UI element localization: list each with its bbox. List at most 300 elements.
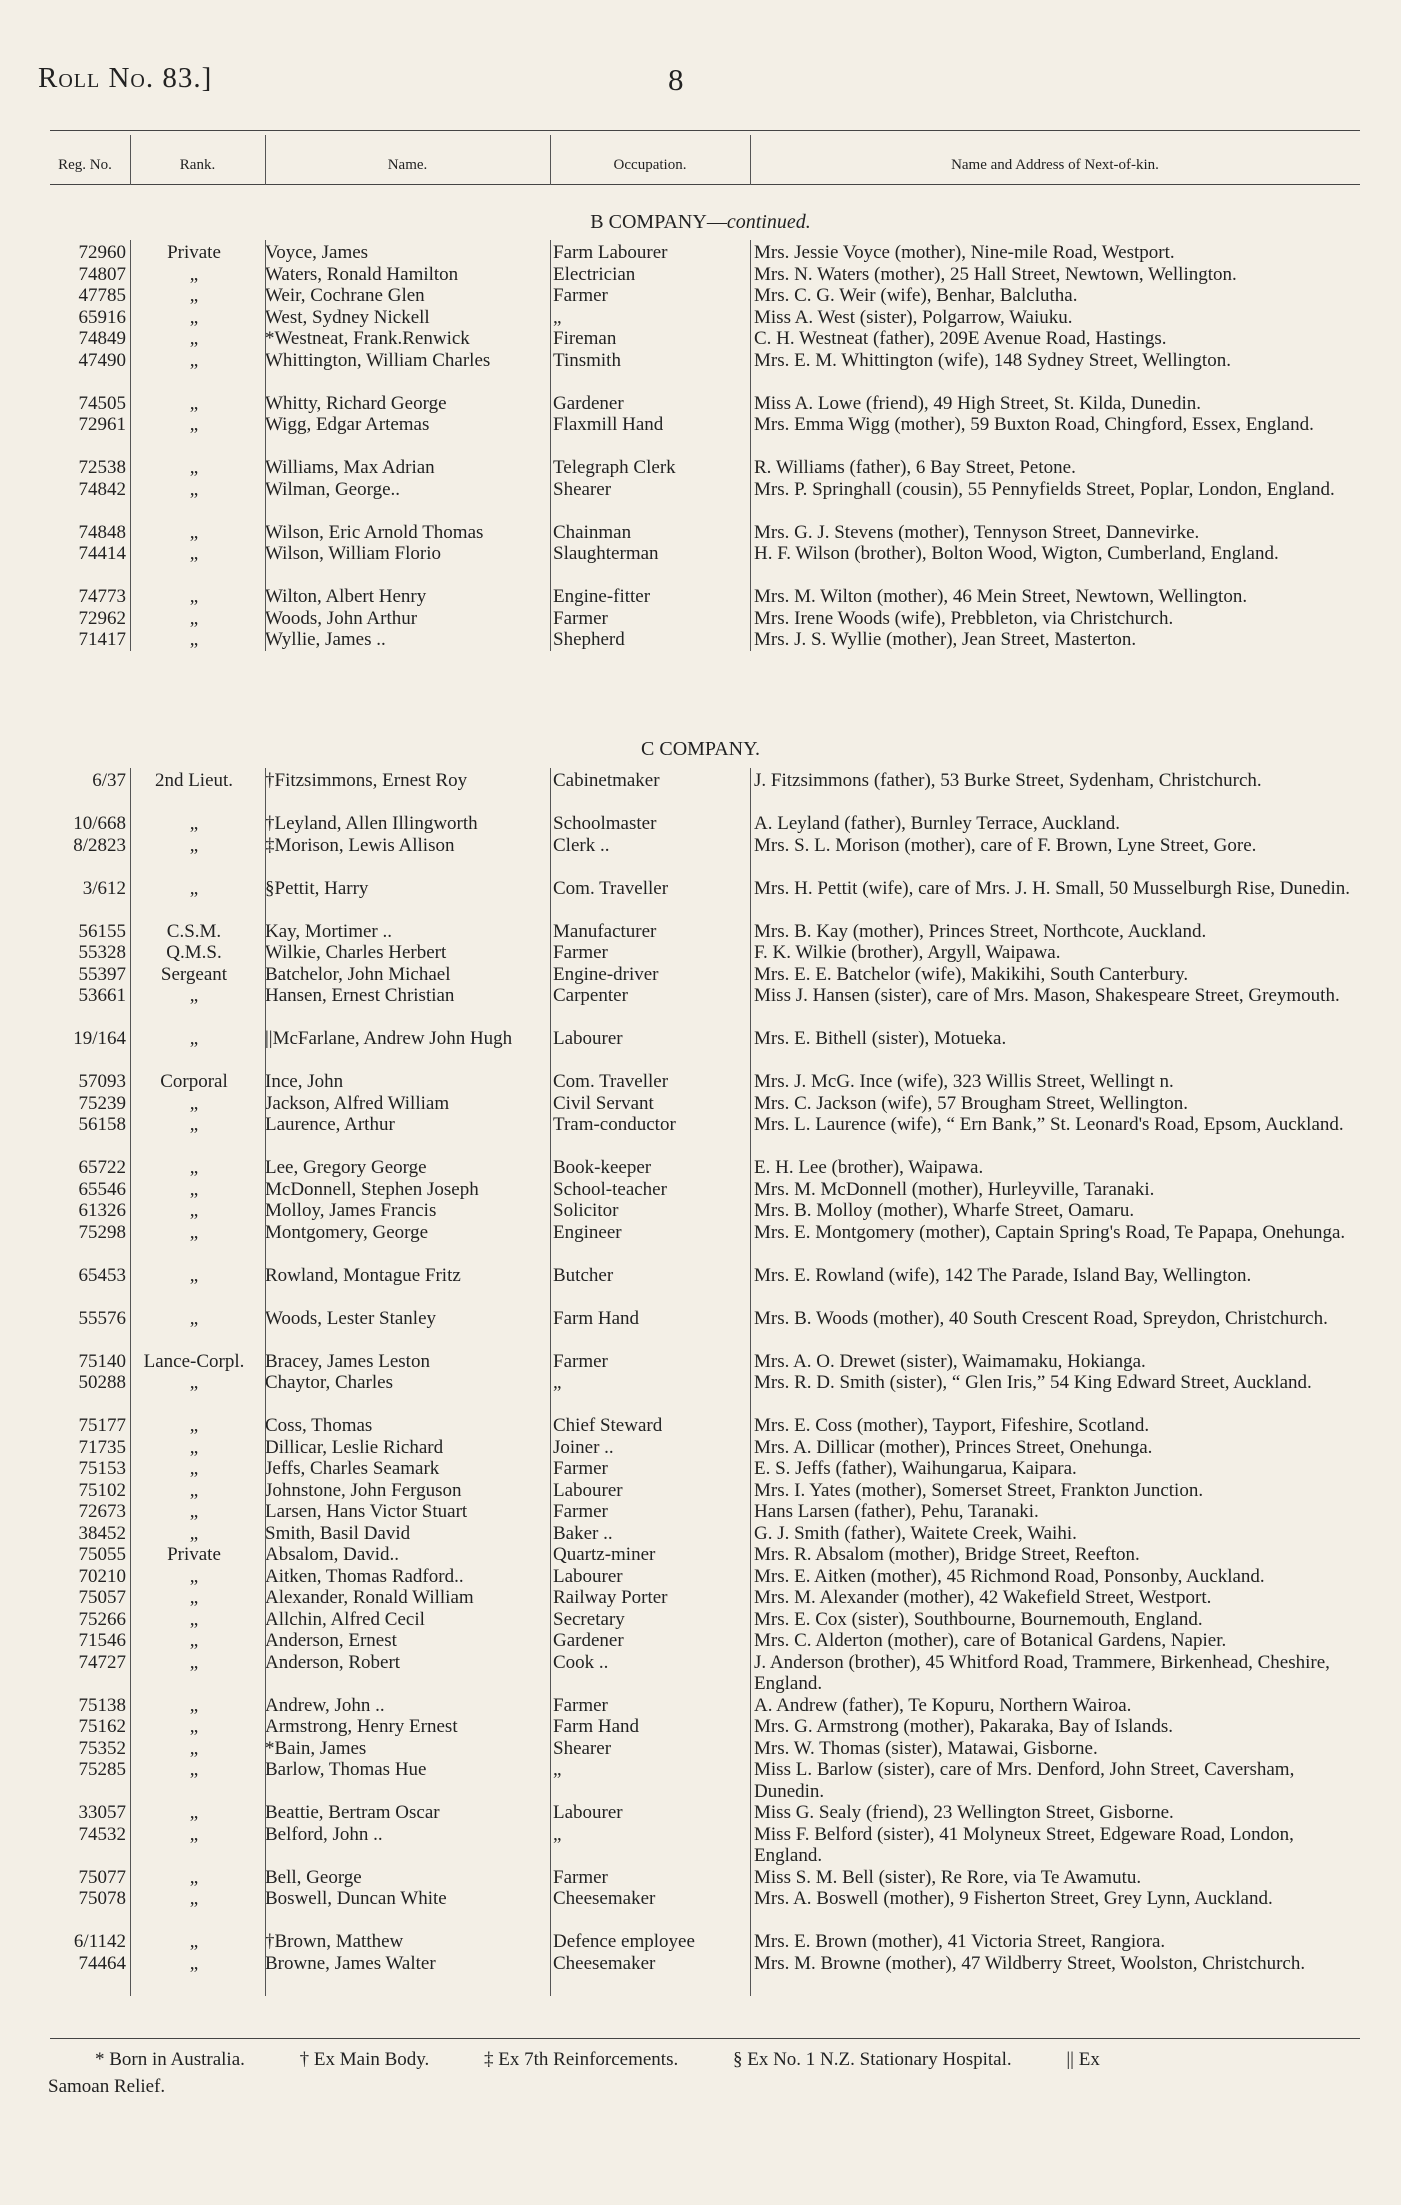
occupation: Farmer: [553, 607, 608, 629]
soldier-name: †Brown, Matthew: [265, 1931, 404, 1952]
rank: „: [189, 1092, 199, 1114]
occupation: Railway Porter: [553, 1587, 668, 1608]
next-of-kin: J. Anderson (brother), 45 Whitford Road, Trammere, Birkenhead, Cheshire, England.: [754, 1651, 1330, 1694]
occupation: Farm Labourer: [553, 242, 668, 263]
soldier-name: Wilkie, Charles Herbert: [265, 942, 447, 963]
occupation: „: [553, 306, 562, 328]
reg-number: 75162: [78, 1716, 126, 1737]
rank: „: [189, 1458, 199, 1479]
next-of-kin: Mrs. Emma Wigg (mother), 59 Buxton Road, Chingford, Essex, England.: [754, 414, 1314, 435]
soldier-name: Wigg, Edgar Artemas: [265, 414, 430, 435]
reg-number: 75266: [78, 1608, 126, 1630]
reg-number: 55397: [78, 963, 126, 985]
soldier-name: Bracey, James Leston: [265, 1350, 430, 1372]
soldier-name: Chaytor, Charles: [265, 1372, 393, 1393]
reg-number: 71546: [78, 1630, 126, 1651]
rank: „: [189, 521, 199, 543]
occupation: Joiner ..: [553, 1436, 614, 1458]
rank: „: [189, 629, 199, 650]
top-rule: [50, 130, 1360, 131]
occupation: Farmer: [553, 1458, 608, 1479]
section-b-title: [0, 211, 1401, 234]
occupation: Com. Traveller: [553, 877, 669, 899]
col-reg: Reg. No.: [58, 157, 112, 173]
occupation: Tram-conductor: [553, 1114, 676, 1135]
soldier-name: Belford, John ..: [265, 1823, 383, 1845]
next-of-kin: J. Fitzsimmons (father), 53 Burke Street, Sydenham, Christchurch.: [754, 770, 1262, 791]
soldier-name: †Leyland, Allen Illingworth: [265, 813, 478, 834]
reg-number: 56155: [78, 920, 126, 942]
next-of-kin: Mrs. A. O. Drewet (sister), Waimamaku, Hokianga.: [754, 1350, 1146, 1372]
soldier-name: Molloy, James Francis: [265, 1200, 437, 1221]
occupation: Book-keeper: [553, 1157, 652, 1178]
rank: „: [189, 1157, 199, 1178]
next-of-kin: Mrs. B. Molloy (mother), Wharfe Street, Oamaru.: [754, 1200, 1135, 1221]
reg-number: 75298: [78, 1221, 126, 1243]
soldier-name: Armstrong, Henry Ernest: [265, 1716, 458, 1737]
occupation: Farm Hand: [553, 1716, 640, 1737]
occupation: Farm Hand: [553, 1307, 640, 1329]
soldier-name: Boswell, Duncan White: [265, 1888, 447, 1909]
reg-number: 75078: [78, 1888, 126, 1909]
reg-number: 71417: [78, 629, 126, 650]
occupation: Engine-fitter: [553, 586, 651, 607]
rank: Private: [167, 242, 221, 263]
next-of-kin: A. Andrew (father), Te Kopuru, Northern Wairoa.: [754, 1694, 1132, 1716]
soldier-name: Ince, John: [265, 1071, 344, 1092]
next-of-kin: Mrs. C. G. Weir (wife), Benhar, Balclutha.: [754, 285, 1078, 306]
occupation: Civil Servant: [553, 1092, 654, 1114]
rank: „: [189, 285, 199, 306]
next-of-kin: G. J. Smith (father), Waitete Creek, Waihi.: [754, 1522, 1077, 1544]
footnote-born-australia: * Born in Australia.: [95, 2049, 245, 2070]
soldier-name: Whittington, William Charles: [265, 349, 491, 371]
reg-number: 74848: [78, 521, 126, 543]
soldier-name: Bell, George: [265, 1866, 362, 1888]
reg-number: 75077: [78, 1866, 126, 1888]
next-of-kin: Mrs. G. J. Stevens (mother), Tennyson Street, Dannevirke.: [754, 521, 1200, 543]
reg-number: 55328: [78, 942, 126, 963]
rank: „: [189, 1737, 199, 1759]
rank: C.S.M.: [166, 920, 222, 942]
soldier-name: Batchelor, John Michael: [265, 963, 451, 985]
soldier-name: Weir, Cochrane Glen: [265, 285, 425, 306]
soldier-name: Wilson, William Florio: [265, 543, 441, 564]
rank: „: [189, 1264, 199, 1286]
occupation: Defence employee: [553, 1931, 695, 1952]
occupation: Chainman: [553, 521, 632, 543]
next-of-kin: Mrs. M. Alexander (mother), 42 Wakefield Street, Westport.: [754, 1587, 1212, 1608]
next-of-kin: E. S. Jeffs (father), Waihungarua, Kaipara.: [754, 1458, 1077, 1479]
next-of-kin: Mrs. M. McDonnell (mother), Hurleyville, Taranaki.: [754, 1178, 1155, 1200]
soldier-name: Wilson, Eric Arnold Thomas: [265, 521, 484, 543]
reg-number: 61326: [78, 1200, 126, 1221]
soldier-name: Kay, Mortimer ..: [265, 920, 392, 942]
reg-number: 75352: [78, 1737, 126, 1759]
next-of-kin: Mrs. A. Boswell (mother), 9 Fisherton Street, Grey Lynn, Auckland.: [754, 1888, 1273, 1909]
section-b-label: B COMPANY—: [590, 211, 727, 233]
rank: „: [189, 263, 199, 285]
soldier-name: Wyllie, James ..: [265, 629, 386, 650]
column-divider: [265, 240, 266, 651]
rank: „: [189, 543, 199, 564]
occupation: Manufacturer: [553, 920, 657, 942]
soldier-name: Dillicar, Leslie Richard: [265, 1436, 444, 1458]
occupation: „: [553, 1372, 562, 1393]
reg-number: 75102: [78, 1479, 126, 1501]
next-of-kin: Miss G. Sealy (friend), 23 Wellington Street, Gisborne.: [754, 1802, 1174, 1823]
soldier-name: Rowland, Montague Fritz: [265, 1264, 461, 1286]
reg-number: 56158: [78, 1114, 126, 1135]
occupation: School-teacher: [553, 1178, 667, 1200]
column-divider: [130, 768, 131, 1996]
soldier-name: Barlow, Thomas Hue: [265, 1759, 427, 1780]
occupation: Labourer: [553, 1802, 623, 1823]
rank: Lance-Corpl.: [143, 1350, 245, 1372]
next-of-kin: Mrs. A. Dillicar (mother), Princes Street, Onehunga.: [754, 1436, 1153, 1458]
reg-number: 72960: [78, 242, 126, 263]
occupation: Baker ..: [553, 1522, 613, 1544]
occupation: Secretary: [553, 1608, 625, 1630]
column-divider: [265, 135, 266, 185]
reg-number: 75239: [78, 1092, 126, 1114]
reg-number: 75285: [78, 1759, 126, 1780]
reg-number: 74414: [78, 543, 126, 564]
occupation: Labourer: [553, 1565, 623, 1587]
next-of-kin: Mrs. J. McG. Ince (wife), 323 Willis Street, Wellingt n.: [754, 1071, 1174, 1092]
rank: „: [189, 1630, 199, 1651]
soldier-name: Hansen, Ernest Christian: [265, 985, 455, 1006]
next-of-kin: Mrs. E. Brown (mother), 41 Victoria Street, Rangiora.: [754, 1931, 1166, 1952]
occupation: Tinsmith: [553, 349, 621, 371]
soldier-name: Laurence, Arthur: [265, 1114, 395, 1135]
next-of-kin: Miss J. Hansen (sister), care of Mrs. Mason, Shakespeare Street, Greymouth.: [754, 985, 1340, 1006]
rank: Private: [167, 1544, 221, 1565]
soldier-name: West, Sydney Nickell: [265, 306, 430, 328]
rank: „: [189, 414, 199, 435]
reg-number: 6/37: [92, 770, 126, 791]
rank: Sergeant: [160, 963, 228, 985]
rank: „: [189, 1952, 199, 1974]
next-of-kin: Miss A. Lowe (friend), 49 High Street, St. Kilda, Dunedin.: [754, 392, 1201, 414]
footnote-7th-reinforcements: ‡ Ex 7th Reinforcements.: [484, 2049, 679, 2070]
soldier-name: Jeffs, Charles Seamark: [265, 1458, 440, 1479]
rank: „: [189, 478, 199, 500]
reg-number: 55576: [78, 1307, 126, 1329]
occupation: Slaughterman: [553, 543, 659, 564]
roll-number: Roll No. 83.]: [38, 62, 213, 94]
next-of-kin: Mrs. E. E. Batchelor (wife), Makikihi, South Canterbury.: [754, 963, 1189, 985]
soldier-name: Smith, Basil David: [265, 1522, 411, 1544]
reg-number: 74807: [78, 263, 126, 285]
soldier-name: Allchin, Alfred Cecil: [265, 1608, 425, 1630]
reg-number: 65453: [78, 1264, 126, 1286]
occupation: Cabinetmaker: [553, 770, 660, 791]
reg-number: 57093: [78, 1071, 126, 1092]
rank: „: [189, 1694, 199, 1716]
soldier-name: Woods, Lester Stanley: [265, 1307, 437, 1329]
soldier-name: Lee, Gregory George: [265, 1157, 427, 1178]
reg-number: 72538: [78, 457, 126, 478]
rank: 2nd Lieut.: [154, 770, 234, 791]
next-of-kin: Mrs. M. Browne (mother), 47 Wildberry Street, Woolston, Christchurch.: [754, 1952, 1306, 1974]
rank: „: [189, 328, 199, 349]
next-of-kin: Hans Larsen (father), Pehu, Taranaki.: [754, 1501, 1039, 1522]
reg-number: 70210: [78, 1565, 126, 1587]
occupation: Cook ..: [553, 1651, 609, 1673]
reg-number: 65916: [78, 306, 126, 328]
reg-number: 74532: [78, 1823, 126, 1845]
occupation: Farmer: [553, 942, 608, 963]
next-of-kin: Mrs. Irene Woods (wife), Prebbleton, via Christchurch.: [754, 607, 1174, 629]
occupation: Labourer: [553, 1028, 623, 1049]
reg-number: 74505: [78, 392, 126, 414]
occupation: Telegraph Clerk: [553, 457, 676, 478]
next-of-kin: Mrs. E. Rowland (wife), 142 The Parade, Island Bay, Wellington.: [754, 1264, 1252, 1286]
next-of-kin: Mrs. E. Montgomery (mother), Captain Spring's Road, Te Papapa, Onehunga.: [754, 1221, 1346, 1243]
rank: Corporal: [160, 1071, 228, 1092]
occupation: Schoolmaster: [553, 813, 657, 834]
occupation: Engineer: [553, 1221, 622, 1243]
rank: „: [189, 985, 199, 1006]
rank: „: [189, 1479, 199, 1501]
rank: „: [189, 1028, 199, 1049]
footnote-stationary-hospital: § Ex No. 1 N.Z. Stationary Hospital.: [732, 2049, 1012, 2070]
next-of-kin: R. Williams (father), 6 Bay Street, Petone.: [754, 457, 1076, 478]
rank: „: [189, 1200, 199, 1221]
occupation: Farmer: [553, 1501, 608, 1522]
occupation: Farmer: [553, 1694, 608, 1716]
rank: „: [189, 607, 199, 629]
rank: „: [189, 1372, 199, 1393]
reg-number: 72962: [78, 607, 126, 629]
rank: „: [189, 1802, 199, 1823]
next-of-kin: C. H. Westneat (father), 209E Avenue Road, Hastings.: [754, 328, 1167, 349]
occupation: Quartz-miner: [553, 1544, 656, 1565]
reg-number: 53661: [78, 985, 126, 1006]
rank: „: [189, 1608, 199, 1630]
next-of-kin: Mrs. W. Thomas (sister), Matawai, Gisborne.: [754, 1737, 1098, 1759]
soldier-name: *Bain, James: [265, 1737, 367, 1759]
occupation: Electrician: [553, 263, 636, 285]
next-of-kin: Miss S. M. Bell (sister), Re Rore, via Te Awamutu.: [754, 1866, 1142, 1888]
soldier-name: *Westneat, Frank.Renwick: [265, 328, 470, 349]
occupation: „: [553, 1823, 562, 1845]
occupation: Fireman: [553, 328, 617, 349]
footnote-rule: [50, 2038, 1360, 2039]
next-of-kin: Mrs. M. Wilton (mother), 46 Mein Street, Newtown, Wellington.: [754, 586, 1248, 607]
rank: „: [189, 586, 199, 607]
occupation: Shepherd: [553, 629, 625, 650]
column-divider: [550, 768, 551, 1996]
section-c-title: C COMPANY.: [641, 738, 760, 760]
next-of-kin: Mrs. G. Armstrong (mother), Pakaraka, Bay of Islands.: [754, 1716, 1173, 1737]
next-of-kin: Mrs. H. Pettit (wife), care of Mrs. J. H. Small, 50 Musselburgh Rise, Dunedin.: [754, 877, 1350, 899]
reg-number: 38452: [78, 1522, 126, 1544]
reg-number: 3/612: [82, 877, 126, 899]
rank: „: [189, 877, 199, 899]
next-of-kin: Miss L. Barlow (sister), care of Mrs. Denford, John Street, Caversham, Dunedin.: [754, 1759, 1295, 1802]
reg-number: 72961: [78, 414, 126, 435]
rank: „: [189, 1587, 199, 1608]
soldier-name: Browne, James Walter: [265, 1952, 436, 1974]
next-of-kin: Mrs. P. Springhall (cousin), 55 Pennyfields Street, Poplar, London, England.: [754, 478, 1335, 500]
section-b-suffix: continued.: [726, 211, 811, 233]
col-rank: Rank.: [179, 157, 216, 173]
soldier-name: Montgomery, George: [265, 1221, 429, 1243]
rank: „: [189, 834, 199, 856]
soldier-name: Alexander, Ronald William: [265, 1587, 474, 1608]
soldier-name: Anderson, Ernest: [265, 1630, 397, 1651]
next-of-kin: H. F. Wilson (brother), Bolton Wood, Wigton, Cumberland, England.: [754, 543, 1279, 564]
next-of-kin: Mrs. E. Bithell (sister), Motueka.: [754, 1028, 1007, 1049]
soldier-name: Wilman, George..: [265, 478, 401, 500]
footnote-main-body: † Ex Main Body.: [299, 2049, 430, 2070]
reg-number: 65546: [78, 1178, 126, 1200]
occupation: Gardener: [553, 392, 624, 414]
soldier-name: Absalom, David..: [265, 1544, 400, 1565]
occupation: „: [553, 1759, 562, 1780]
reg-number: 75138: [78, 1694, 126, 1716]
reg-number: 74849: [78, 328, 126, 349]
occupation: Chief Steward: [553, 1415, 663, 1436]
rank: „: [189, 1501, 199, 1522]
occupation: Butcher: [553, 1264, 614, 1286]
column-divider: [750, 135, 751, 185]
column-divider: [750, 768, 751, 1996]
reg-number: 47490: [78, 349, 126, 371]
occupation: Clerk ..: [553, 834, 610, 856]
occupation: Labourer: [553, 1479, 623, 1501]
next-of-kin: Mrs. E. M. Whittington (wife), 148 Sydney Street, Wellington.: [754, 349, 1231, 371]
soldier-name: §Pettit, Harry: [265, 877, 369, 899]
next-of-kin: Mrs. E. Coss (mother), Tayport, Fifeshire, Scotland.: [754, 1415, 1150, 1436]
reg-number: 75140: [78, 1350, 126, 1372]
rank: Q.M.S.: [166, 942, 222, 963]
rank: „: [189, 1436, 199, 1458]
footnote-samoan-relief: Samoan Relief.: [48, 2076, 166, 2097]
reg-number: 10/668: [73, 813, 126, 834]
reg-number: 74773: [78, 586, 126, 607]
occupation: Solicitor: [553, 1200, 619, 1221]
occupation: Flaxmill Hand: [553, 414, 664, 435]
reg-number: 6/1142: [73, 1931, 126, 1952]
next-of-kin: Mrs. E. Aitken (mother), 45 Richmond Road, Ponsonby, Auckland.: [754, 1565, 1265, 1587]
reg-number: 74464: [78, 1952, 126, 1974]
occupation: Farmer: [553, 285, 608, 306]
next-of-kin: E. H. Lee (brother), Waipawa.: [754, 1157, 984, 1178]
reg-number: 75055: [78, 1544, 126, 1565]
rank: „: [189, 306, 199, 328]
soldier-name: Coss, Thomas: [265, 1415, 373, 1436]
soldier-name: Anderson, Robert: [265, 1651, 401, 1673]
next-of-kin: Miss A. West (sister), Polgarrow, Waiuku.: [754, 306, 1073, 328]
soldier-name: McDonnell, Stephen Joseph: [265, 1178, 479, 1200]
col-occupation: Occupation.: [613, 157, 687, 173]
next-of-kin: Mrs. L. Laurence (wife), “ Ern Bank,” St. Leonard's Road, Epsom, Auckland.: [754, 1114, 1344, 1135]
rank: „: [189, 349, 199, 371]
occupation: Carpenter: [553, 985, 628, 1006]
column-divider: [750, 240, 751, 651]
occupation: Cheesemaker: [553, 1888, 656, 1909]
next-of-kin: Mrs. C. Jackson (wife), 57 Brougham Street, Wellington.: [754, 1092, 1189, 1114]
reg-number: 74727: [78, 1651, 126, 1673]
reg-number: 72673: [78, 1501, 126, 1522]
footnote-ex: || Ex: [1066, 2049, 1100, 2070]
rank: „: [189, 813, 199, 834]
header-rule: [50, 184, 1360, 185]
rank: „: [189, 1823, 199, 1845]
rank: „: [189, 392, 199, 414]
soldier-name: Voyce, James: [265, 242, 369, 263]
footnotes: [95, 2049, 1355, 2071]
column-divider: [265, 768, 266, 1996]
occupation: Com. Traveller: [553, 1071, 669, 1092]
next-of-kin: Mrs. B. Kay (mother), Princes Street, Northcote, Auckland.: [754, 920, 1207, 942]
next-of-kin: Mrs. J. S. Wyllie (mother), Jean Street, Masterton.: [754, 629, 1137, 650]
rank: „: [189, 1221, 199, 1243]
rank: „: [189, 1651, 199, 1673]
reg-number: 65722: [78, 1157, 126, 1178]
reg-number: 75057: [78, 1587, 126, 1608]
soldier-name: Waters, Ronald Hamilton: [265, 263, 459, 285]
reg-number: 8/2823: [73, 834, 126, 856]
occupation: Engine-driver: [553, 963, 659, 985]
column-divider: [130, 240, 131, 651]
occupation: Shearer: [553, 1737, 612, 1759]
soldier-name: ‡Morison, Lewis Allison: [265, 834, 455, 856]
occupation: Gardener: [553, 1630, 624, 1651]
rank: „: [189, 1114, 199, 1135]
reg-number: 74842: [78, 478, 126, 500]
column-divider: [550, 135, 551, 185]
column-divider: [550, 240, 551, 651]
reg-number: 71735: [78, 1436, 126, 1458]
reg-number: 19/164: [73, 1028, 126, 1049]
rank: „: [189, 1415, 199, 1436]
reg-number: 75177: [78, 1415, 126, 1436]
soldier-name: Beattie, Bertram Oscar: [265, 1802, 440, 1823]
rank: „: [189, 1866, 199, 1888]
rank: „: [189, 1888, 199, 1909]
rank: „: [189, 1522, 199, 1544]
soldier-name: Larsen, Hans Victor Stuart: [265, 1501, 468, 1522]
next-of-kin: A. Leyland (father), Burnley Terrace, Auckland.: [754, 813, 1121, 834]
next-of-kin: Mrs. Jessie Voyce (mother), Nine-mile Road, Westport.: [754, 242, 1175, 263]
soldier-name: †Fitzsimmons, Ernest Roy: [265, 770, 468, 791]
next-of-kin: F. K. Wilkie (brother), Argyll, Waipawa.: [754, 942, 1061, 963]
rank: „: [189, 1307, 199, 1329]
next-of-kin: Miss F. Belford (sister), 41 Molyneux Street, Edgeware Road, London, England.: [754, 1823, 1294, 1866]
page-number: 8: [668, 62, 684, 97]
rank: „: [189, 1931, 199, 1952]
next-of-kin: Mrs. I. Yates (mother), Somerset Street, Frankton Junction.: [754, 1479, 1204, 1501]
rank: „: [189, 457, 199, 478]
rank: „: [189, 1759, 199, 1780]
col-kin: Name and Address of Next-of-kin.: [951, 157, 1159, 173]
occupation: Cheesemaker: [553, 1952, 656, 1974]
next-of-kin: Mrs. N. Waters (mother), 25 Hall Street, Newtown, Wellington.: [754, 263, 1237, 285]
occupation: Farmer: [553, 1350, 608, 1372]
reg-number: 33057: [78, 1802, 126, 1823]
col-name: Name.: [387, 157, 428, 173]
soldier-name: Aitken, Thomas Radford..: [265, 1565, 464, 1587]
rank: „: [189, 1716, 199, 1737]
next-of-kin: Mrs. R. D. Smith (sister), “ Glen Iris,” 54 King Edward Street, Auckland.: [754, 1372, 1312, 1393]
rank: „: [189, 1178, 199, 1200]
reg-number: 50288: [78, 1372, 126, 1393]
column-divider: [130, 135, 131, 185]
